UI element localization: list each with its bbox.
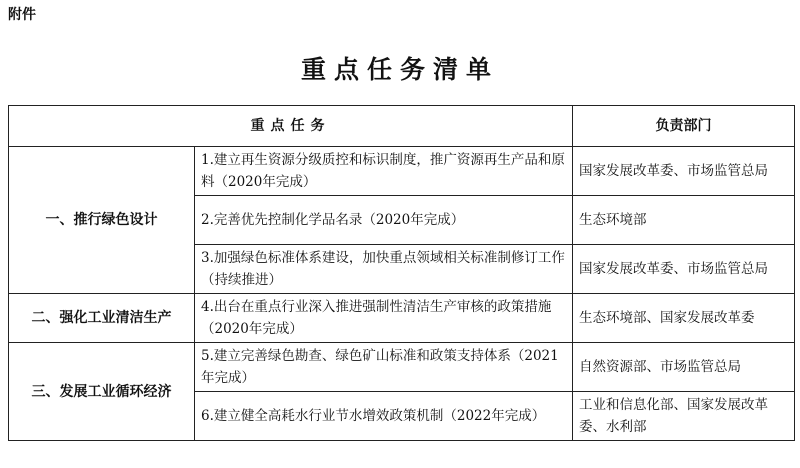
table-row xyxy=(9,343,795,392)
page-title: 重点任务清单 xyxy=(300,55,499,84)
category-cell: 二、强化工业清洁生产 xyxy=(9,294,195,343)
task-cell: 2.完善优先控制化学品名录（2020年完成） xyxy=(195,196,573,245)
dept-cell: 自然资源部、市场监管总局 xyxy=(573,343,795,392)
attachment-label: 附件 xyxy=(8,7,36,23)
category-cell: 一、推行绿色设计 xyxy=(9,147,195,294)
category-cell: 三、发展工业循环经济 xyxy=(9,343,195,441)
column-header-dept: 负责部门 xyxy=(573,106,795,147)
dept-cell: 生态环境部、国家发展改革委 xyxy=(573,294,795,343)
column-header-task: 重点任务 xyxy=(9,106,573,147)
task-cell: 3.加强绿色标准体系建设，加快重点领域相关标准制修订工作（持续推进） xyxy=(195,245,573,294)
task-cell: 6.建立健全高耗水行业节水增效政策机制（2022年完成） xyxy=(195,392,573,441)
dept-cell: 生态环境部 xyxy=(573,196,795,245)
table-header-row xyxy=(9,106,795,147)
task-cell: 4.出台在重点行业深入推进强制性清洁生产审核的政策措施（2020年完成） xyxy=(195,294,573,343)
task-cell: 1.建立再生资源分级质控和标识制度，推广资源再生产品和原料（2020年完成） xyxy=(195,147,573,196)
table-row xyxy=(9,294,795,343)
task-cell: 5.建立完善绿色勘查、绿色矿山标准和政策支持体系（2021年完成） xyxy=(195,343,573,392)
dept-cell: 工业和信息化部、国家发展改革委、水利部 xyxy=(573,392,795,441)
task-table xyxy=(8,105,795,441)
dept-cell: 国家发展改革委、市场监管总局 xyxy=(573,147,795,196)
table-row xyxy=(9,147,795,196)
dept-cell: 国家发展改革委、市场监管总局 xyxy=(573,245,795,294)
